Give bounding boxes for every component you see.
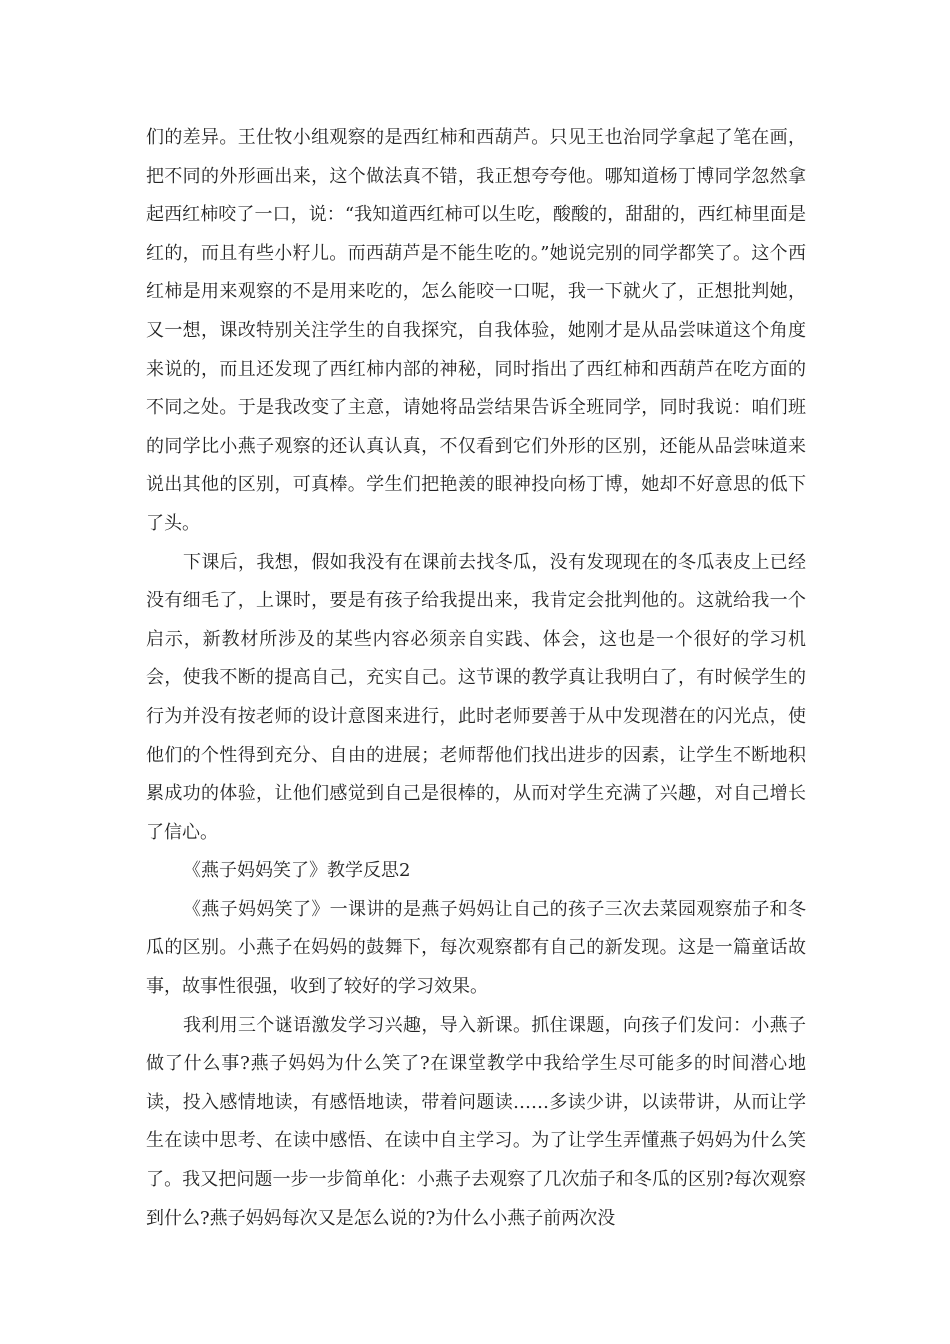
paragraph-lesson-intro: 《燕子妈妈笑了》一课讲的是燕子妈妈让自己的孩子三次去菜园观察茄子和冬瓜的区别。小燕子在妈妈的鼓舞下，每次观察都有自己的新发现。这是一篇童话故事，故事性很强，收到了较好的学习效果。 bbox=[146, 898, 806, 998]
paragraph-teaching-method: 我利用三个谜语激发学习兴趣，导入新课。抓住课题，向孩子们发问：小燕子做了什么事?燕子妈妈为什么笑了?在课堂教学中我给学生尽可能多的时间潜心地读，投入感情地读，有感悟地读，带着问题读……多读少讲，以读带讲，从而让学生在读中思考、在读中感悟、在读中自主学习。为了让学生弄懂燕子妈妈为什么笑了。我又把问题一步一步简单化：小燕子去观察了几次茄子和冬瓜的区别?每次观察到什么?燕子妈妈每次又是怎么说的?为什么小燕子前两次没 bbox=[146, 1014, 806, 1229]
section-heading: 《燕子妈妈笑了》教学反思2 bbox=[183, 860, 411, 882]
document-page bbox=[146, 119, 806, 1238]
paragraph-after-class: 下课后，我想，假如我没有在课前去找冬瓜，没有发现现在的冬瓜表皮上已经没有细毛了，上课时，要是有孩子给我提出来，我肯定会批判他的。这就给我一个启示，新教材所涉及的某些内容必须亲自实践、体会，这也是一个很好的学习机会，使我不断的提高自己，充实自己。这节课的教学真让我明白了，有时候学生的行为并没有按老师的设计意图来进行，此时老师要善于从中发现潜在的闪光点，使他们的个性得到充分、自由的进展；老师帮他们找出进步的因素，让学生不断地积累成功的体验，让他们感觉到自己是很棒的，从而对学生充满了兴趣，对自己增长了信心。 bbox=[146, 551, 806, 843]
paragraph-continuation: 们的差异。王仕牧小组观察的是西红柿和西葫芦。只见王也治同学拿起了笔在画，把不同的外形画出来，这个做法真不错，我正想夸夸他。哪知道杨丁博同学忽然拿起西红柿咬了一口，说：“我知道西红柿可以生吃，酸酸的，甜甜的，西红柿里面是红的，而且有些小籽儿。而西葫芦是不能生吃的。”她说完别的同学都笑了。这个西红柿是用来观察的不是用来吃的，怎么能咬一口呢，我一下就火了，正想批判她，又一想，课改特别关注学生的自我探究，自我体验，她刚才是从品尝味道这个角度来说的，而且还发现了西红柿内部的神秘，同时指出了西红柿和西葫芦在吃方面的不同之处。于是我改变了主意，请她将品尝结果告诉全班同学，同时我说：咱们班的同学比小燕子观察的还认真认真，不仅看到它们外形的区别，还能从品尝味道来说出其他的区别，可真棒。学生们把艳羡的眼神投向杨丁博，她却不好意思的低下了头。 bbox=[146, 127, 806, 534]
